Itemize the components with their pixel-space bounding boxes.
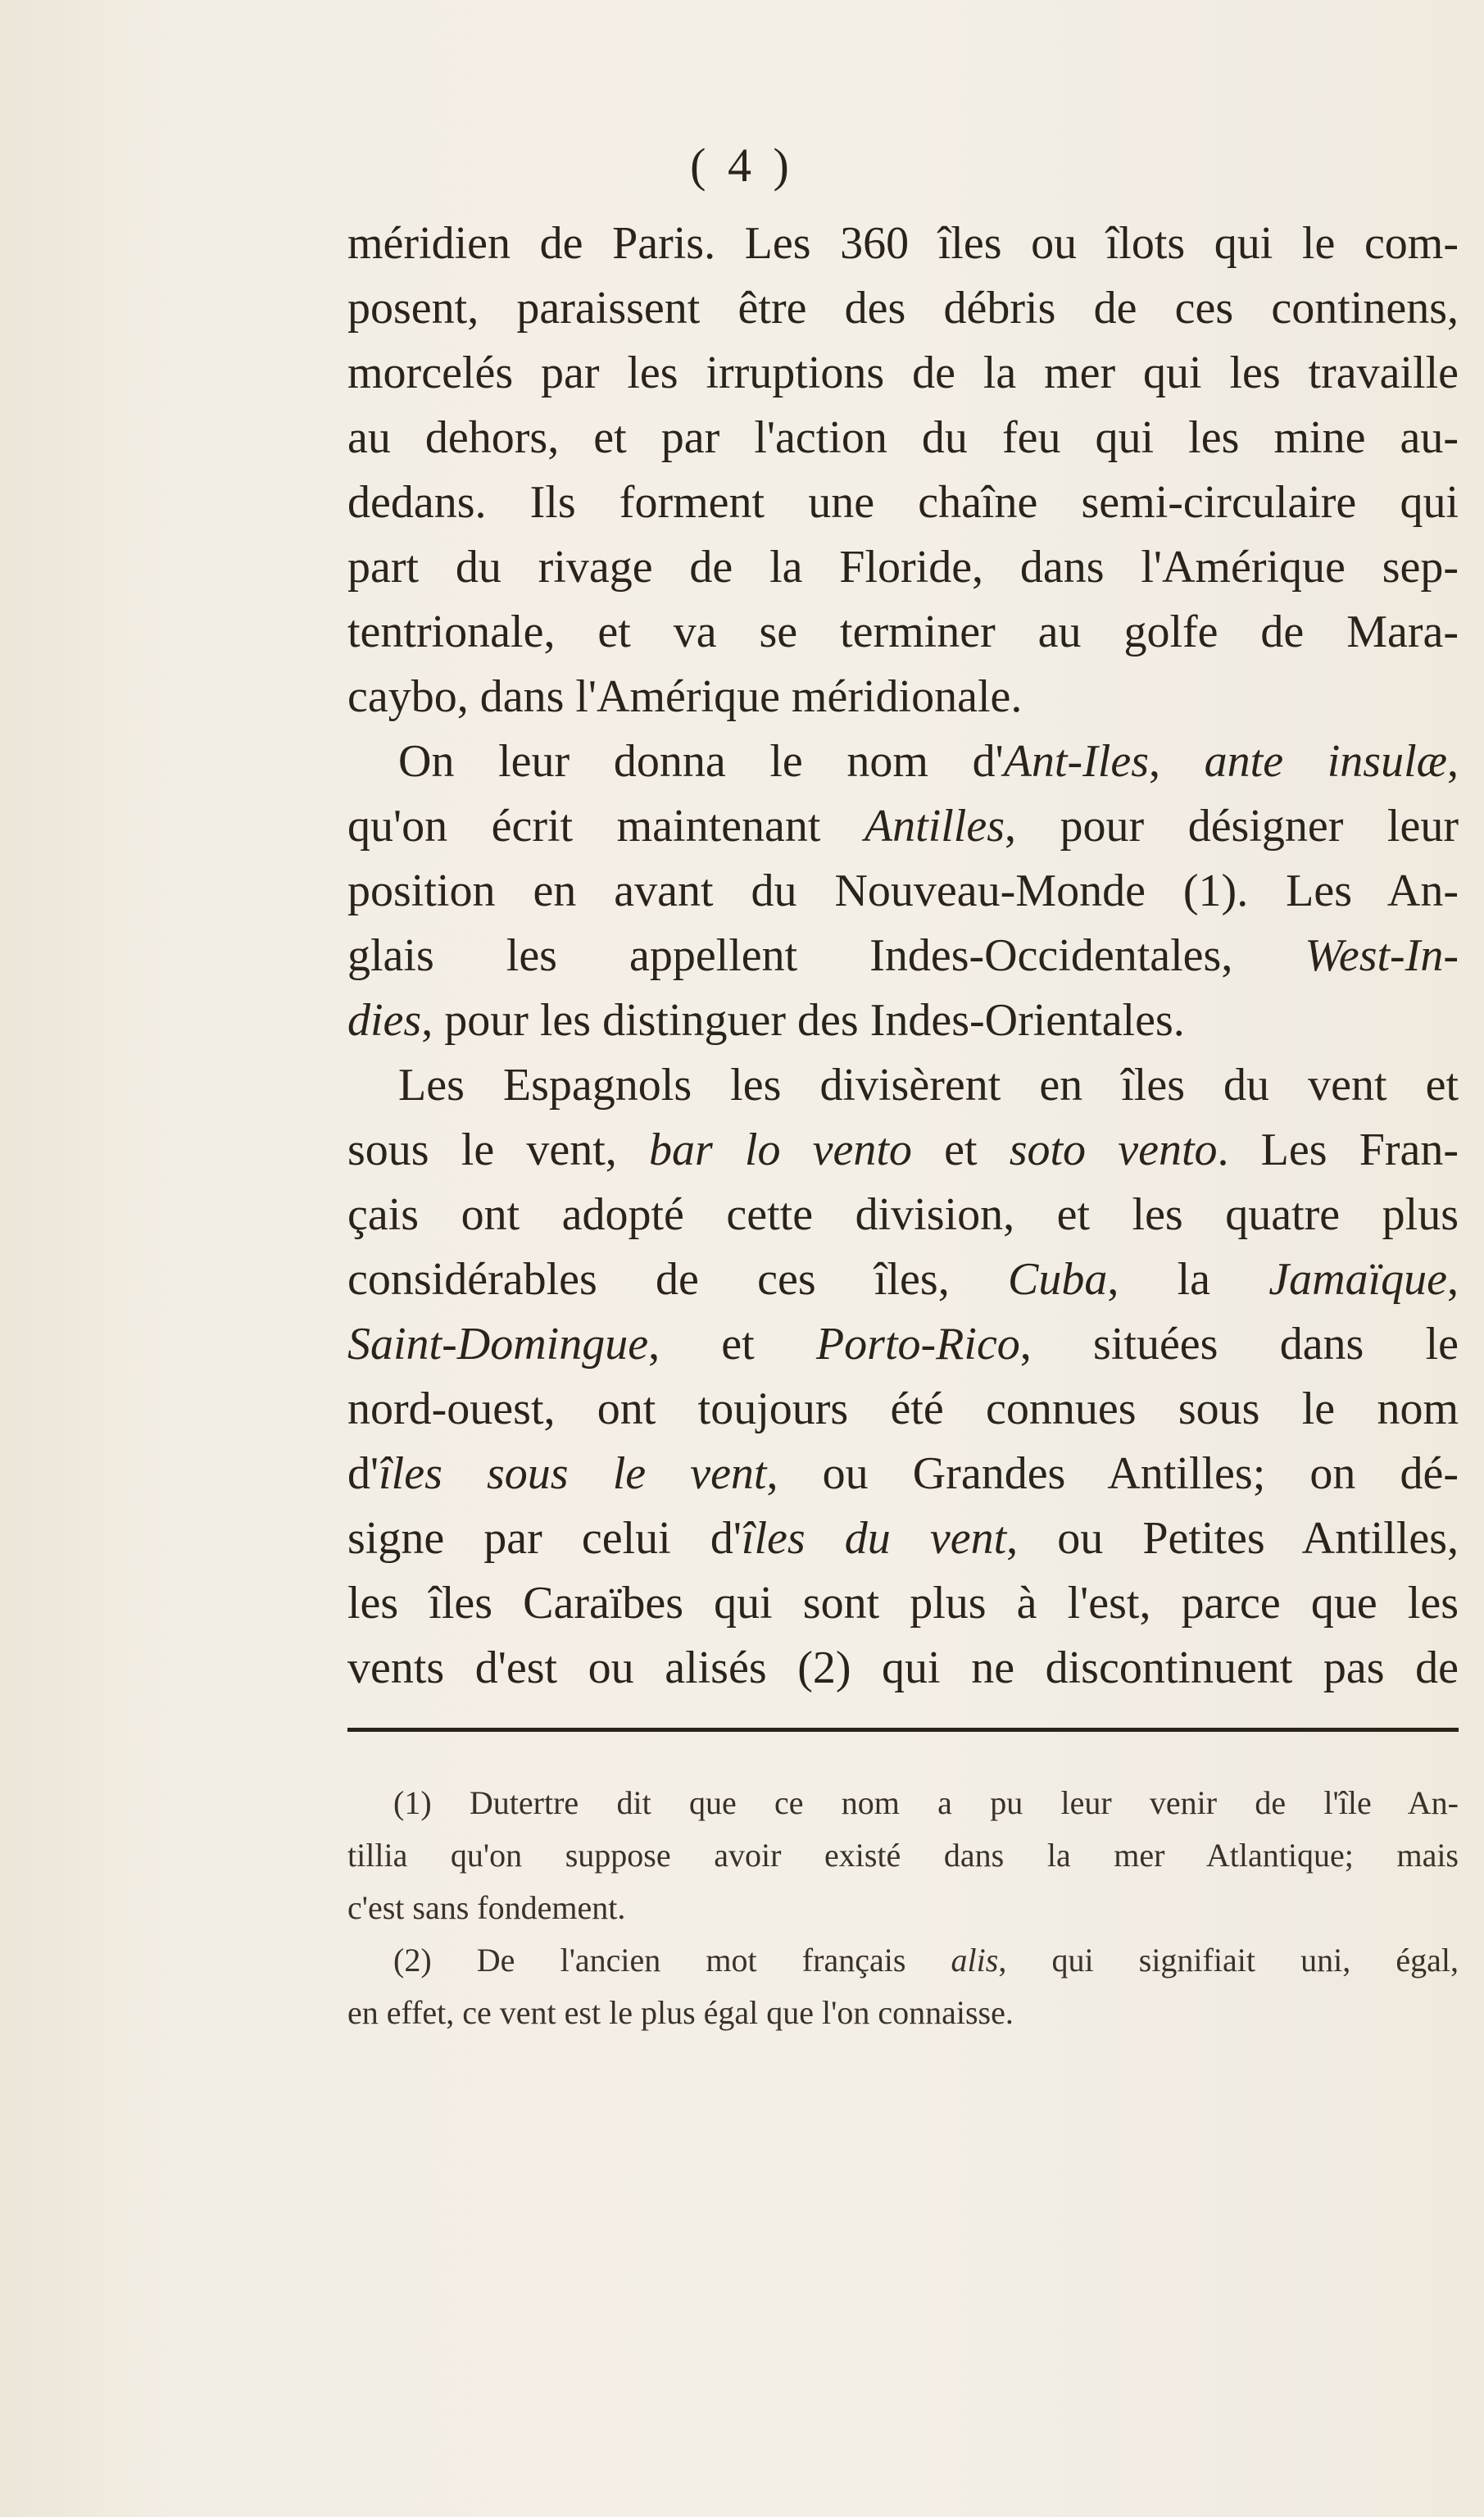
- line-text: position en avant du Nouveau-Monde (1). Les An-: [347, 866, 1459, 916]
- italic-text: Porto-Rico: [815, 1319, 1020, 1370]
- italic-text: soto vento: [1009, 1124, 1218, 1175]
- line-text: çais ont adopté cette division, et les quatre plus: [347, 1189, 1459, 1240]
- footnote-line: [347, 1829, 1459, 1882]
- line-text: , ou Petites Antilles,: [1006, 1513, 1459, 1564]
- body-line: [347, 859, 1459, 924]
- body-line: [347, 1636, 1459, 1701]
- line-text: On leur donna le nom d': [398, 736, 1004, 787]
- footnote-separator-rule: [347, 1728, 1459, 1732]
- body-line: [347, 665, 1459, 729]
- line-text: nord-ouest, ont toujours été connues sous le nom: [347, 1383, 1459, 1434]
- italic-text: Saint-Domingue: [347, 1319, 649, 1370]
- italic-text: Jamaïque: [1268, 1254, 1447, 1305]
- footnote-line: [347, 1934, 1459, 1987]
- italic-text: bar lo vento: [648, 1124, 912, 1175]
- line-text: (2) De l'ancien mot français: [393, 1942, 951, 1979]
- line-text: , pour désigner leur: [1005, 801, 1459, 852]
- line-text: , et: [648, 1319, 816, 1370]
- body-line: [347, 988, 1459, 1053]
- footnote-line: [347, 1777, 1459, 1829]
- line-text: posent, paraissent être des débris de ces continens,: [347, 283, 1459, 334]
- body-line: [347, 1506, 1459, 1571]
- line-text: tillia qu'on suppose avoir existé dans la mer Atlantique; mais: [347, 1837, 1459, 1874]
- line-text: méridien de Paris. Les 360 îles ou îlots qui le com-: [347, 218, 1459, 269]
- line-text: , qui signifiait uni, égal,: [998, 1942, 1459, 1979]
- line-text: glais les appellent Indes-Occidentales,: [347, 930, 1305, 981]
- footnote-line: [347, 1882, 1459, 1934]
- line-text: Les Espagnols les divisèrent en îles du vent et: [398, 1060, 1459, 1111]
- line-text: considérables de ces îles,: [347, 1254, 1008, 1305]
- body-line: [347, 1312, 1459, 1377]
- body-line: [347, 600, 1459, 665]
- line-text: morcelés par les irruptions de la mer qui les travaille: [347, 348, 1459, 398]
- line-text: dedans. Ils forment une chaîne semi-circulaire qui: [347, 477, 1459, 528]
- line-text: qu'on écrit maintenant: [347, 801, 865, 852]
- italic-text: Antilles: [864, 801, 1005, 852]
- line-text: , la: [1107, 1254, 1269, 1305]
- footnote-line: [347, 1987, 1459, 2039]
- italic-text: alis: [951, 1942, 999, 1979]
- line-text: d': [347, 1448, 379, 1499]
- line-text: les îles Caraïbes qui sont plus à l'est, parce que les: [347, 1578, 1459, 1629]
- line-text: ,: [1447, 736, 1459, 787]
- line-text: , situées dans le: [1019, 1319, 1459, 1370]
- line-text: part du rivage de la Floride, dans l'Amérique sep-: [347, 542, 1459, 593]
- body-line: [347, 1118, 1459, 1183]
- line-text: ,: [1149, 736, 1205, 787]
- line-text: vents d'est ou alisés (2) qui ne discontinuent pas de: [347, 1642, 1459, 1693]
- line-text: caybo, dans l'Amérique méridionale.: [347, 671, 1023, 722]
- line-text: au dehors, et par l'action du feu qui les mine au-: [347, 412, 1459, 463]
- body-line: [347, 406, 1459, 470]
- italic-text: West-In-: [1305, 930, 1459, 981]
- body-line: [347, 1183, 1459, 1247]
- line-text: et: [911, 1124, 1010, 1175]
- line-text: signe par celui d': [347, 1513, 742, 1564]
- body-line: [347, 729, 1459, 794]
- line-text: . Les Fran-: [1217, 1124, 1459, 1175]
- italic-text: ante insulæ: [1204, 736, 1448, 787]
- body-line: [347, 535, 1459, 600]
- footnotes: [347, 1777, 1459, 2039]
- line-text: ,: [1447, 1254, 1459, 1305]
- body-line: [347, 1442, 1459, 1506]
- body-line: [347, 341, 1459, 406]
- italic-text: Cuba: [1007, 1254, 1108, 1305]
- italic-text: îles sous le vent: [379, 1448, 767, 1499]
- body-line: [347, 211, 1459, 276]
- italic-text: îles du vent: [741, 1513, 1007, 1564]
- body-line: [347, 794, 1459, 859]
- line-text: c'est sans fondement.: [347, 1889, 626, 1926]
- body-line: [347, 1053, 1459, 1118]
- italic-text: Ant-Iles: [1003, 736, 1149, 787]
- body-line: [347, 924, 1459, 988]
- italic-text: dies: [347, 995, 422, 1046]
- page-number: ( 4 ): [690, 139, 794, 192]
- body-line: [347, 1247, 1459, 1312]
- line-text: , ou Grandes Antilles; on dé-: [766, 1448, 1459, 1499]
- body-line: [347, 1571, 1459, 1636]
- line-text: en effet, ce vent est le plus égal que l'on connaisse.: [347, 1994, 1014, 2031]
- body-line: [347, 276, 1459, 341]
- body-text: [347, 211, 1459, 1701]
- line-text: sous le vent,: [347, 1124, 649, 1175]
- body-line: [347, 1377, 1459, 1442]
- line-text: , pour les distinguer des Indes-Orientales.: [421, 995, 1185, 1046]
- body-line: [347, 470, 1459, 535]
- line-text: (1) Dutertre dit que ce nom a pu leur venir de l'île An-: [393, 1784, 1459, 1821]
- line-text: tentrionale, et va se terminer au golfe de Mara-: [347, 607, 1459, 657]
